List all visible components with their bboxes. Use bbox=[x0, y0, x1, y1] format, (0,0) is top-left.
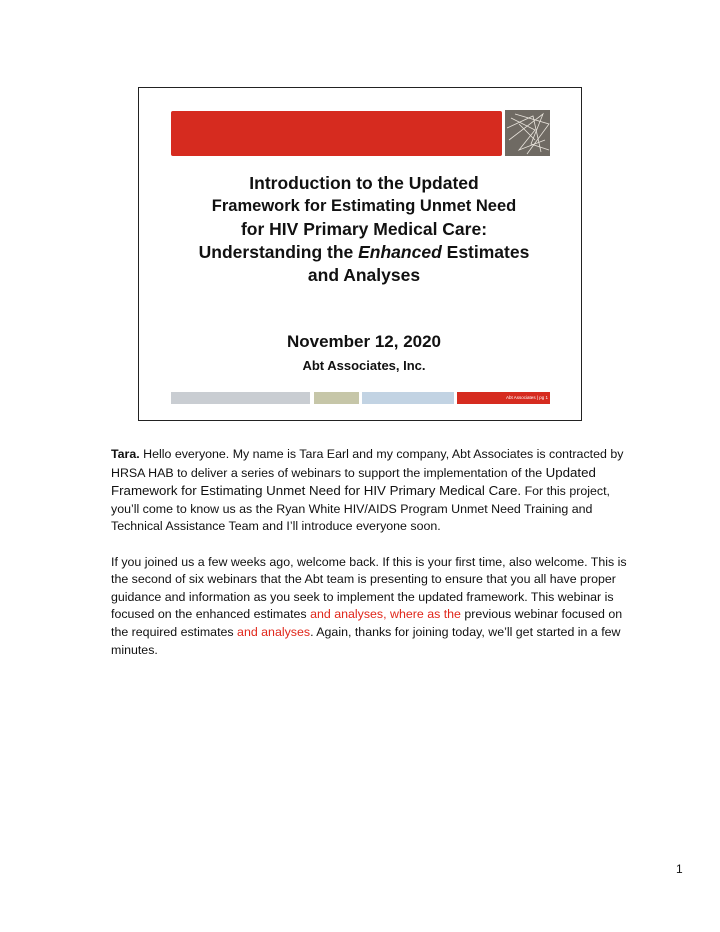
title-line-5: and Analyses bbox=[307, 265, 421, 285]
speaker-notes bbox=[111, 446, 631, 677]
abt-logo-icon bbox=[505, 110, 550, 156]
notes-paragraph-1: Tara. Hello everyone. My name is Tara Earl and my company, Abt Associates is contracted by HRSA HAB to deliver a series of webinars to support the implementation of the Updated Framework for Estimating Unmet Need for HIV Primary Medical Care. For this project, you’ll come to know us as the Ryan White HIV/AIDS Program Unmet Need Training and Technical Assistance Team and I’ll introduce everyone soon. bbox=[111, 447, 624, 534]
footer-segment-gray bbox=[171, 392, 310, 404]
speaker-name: Tara. bbox=[111, 447, 140, 461]
slide-thumbnail bbox=[138, 87, 582, 421]
tracked-insertion-2: and analyses bbox=[237, 624, 311, 639]
slide-org: Abt Associates, Inc. bbox=[302, 358, 426, 373]
footer-segment-red: Abt Associates | pg 1 bbox=[457, 392, 550, 404]
title-line-1: Introduction to the Updated bbox=[249, 173, 479, 193]
tracked-insertion-1: and analyses, where as the bbox=[310, 607, 461, 622]
page-number: 1 bbox=[676, 862, 683, 876]
title-emphasis: Enhanced bbox=[358, 242, 442, 262]
title-line-3: for HIV Primary Medical Care: bbox=[240, 219, 488, 239]
slide-header-bar bbox=[171, 111, 502, 156]
slide-date: November 12, 2020 bbox=[286, 332, 442, 351]
footer-segment-olive bbox=[314, 392, 359, 404]
footer-segment-blue bbox=[362, 392, 454, 404]
framework-title: Updated Framework for Estimating Unmet Need for HIV Primary Medical Care. bbox=[111, 464, 596, 499]
slide-title bbox=[159, 172, 569, 287]
title-line-2: Framework for Estimating Unmet Need bbox=[211, 197, 517, 215]
title-line-4: Understanding the Enhanced Estimates bbox=[198, 242, 530, 262]
notes-paragraph-2: If you joined us a few weeks ago, welcome back. If this is your first time, also welcome. This is the second of six webinars that the Abt team is presenting to ensure that you all have proper guidance and information as you seek to implement the updated framework. This webinar is focused on the enhanced estimates and analyses, where as the previous webinar focused on the required estimates and analyses. Again, thanks for joining today, we’ll get started in a few minutes. bbox=[111, 554, 627, 657]
